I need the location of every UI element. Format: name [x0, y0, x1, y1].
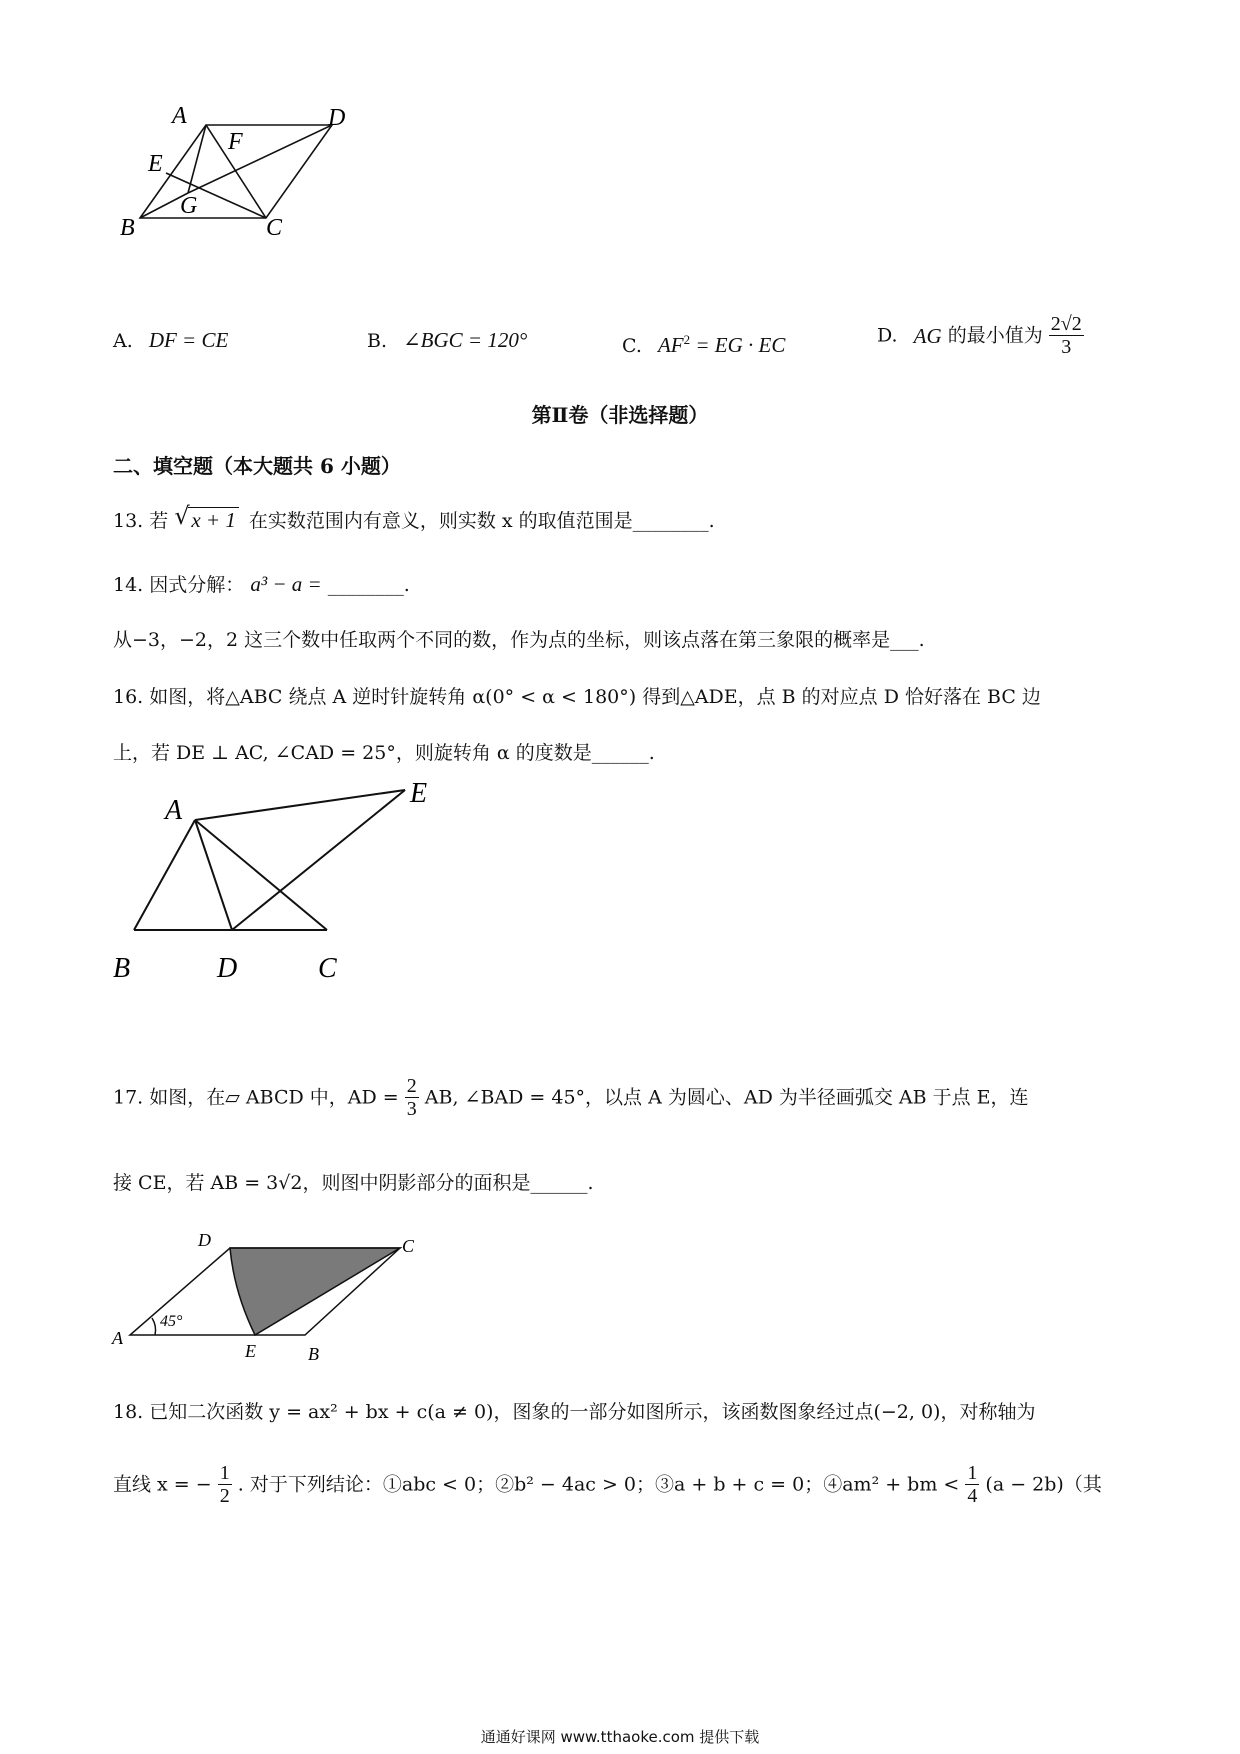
q13-radical: √ x + 1 [174, 507, 239, 534]
option-b [367, 327, 527, 354]
q14-pre: 因式分解： [149, 574, 245, 596]
option-d-frac-den: 3 [1061, 336, 1072, 358]
label-C: C [402, 1236, 415, 1256]
figure-q12-parallelogram [120, 105, 400, 265]
q17-line1-post: AB, ∠BAD = 45°，以点 A 为圆心、AD 为半径画弧交 AB 于点 E，连 [424, 1086, 1029, 1109]
option-b-text: ∠BGC = 120° [403, 328, 528, 352]
question-18-line-1: 18. 已知二次函数 y = ax² + bx + c(a ≠ 0)，图象的一部分如图所示，该函数图象经过点(−2, 0)，对称轴为 [113, 1401, 1036, 1423]
question-14 [113, 571, 410, 598]
q14-post: ________. [327, 574, 410, 596]
q17-fraction [405, 1075, 419, 1120]
label-D: D [198, 1230, 211, 1250]
option-c [622, 327, 785, 359]
q18-frac1-num: 1 [219, 1462, 230, 1484]
q13-radicand: x + 1 [188, 507, 239, 532]
figure-q16-rotated-triangle [105, 775, 455, 1005]
label-A: A [172, 105, 187, 129]
option-c-sup: 2 [683, 332, 691, 347]
label-D: D [217, 953, 238, 984]
q17-frac-num: 2 [406, 1075, 417, 1097]
label-F: F [228, 129, 243, 155]
label-C: C [318, 953, 337, 984]
label-E: E [148, 151, 163, 177]
label-E: E [245, 1341, 256, 1361]
part-2-heading: 二、填空题（本大题共 6 小题） [113, 454, 401, 478]
label-A: A [165, 795, 183, 826]
q18-frac2-num: 1 [967, 1462, 978, 1484]
figure-q17-shaded-parallelogram [110, 1230, 430, 1370]
label-B: B [308, 1344, 319, 1364]
question-16-line-1: 16. 如图，将△ABC 绕点 A 逆时针旋转角 α(0° < α < 180°) 得到△ADE，点 B 的对应点 D 恰好落在 BC 边 [113, 686, 1041, 708]
question-17-line-1 [113, 1075, 1029, 1120]
question-16-line-2: 上，若 DE ⊥ AC, ∠CAD = 25°，则旋转角 α 的度数是______. [113, 742, 655, 764]
question-18-line-2 [113, 1462, 1102, 1507]
q18-frac2-den: 4 [967, 1485, 978, 1507]
q13-number: 13. [113, 510, 144, 532]
q18-frac1-den: 2 [219, 1485, 230, 1507]
q17-line1-pre: 17. 如图，在▱ ABCD 中，AD = [113, 1086, 399, 1109]
label-D: D [328, 105, 346, 131]
option-d-math: AG [913, 323, 942, 348]
option-d-text: 的最小值为 [941, 324, 1043, 347]
label-G: G [180, 193, 198, 219]
option-d [877, 313, 1084, 358]
q13-post: 在实数范围内有意义，则实数 x 的取值范围是________. [248, 510, 715, 532]
option-d-fraction [1049, 313, 1084, 358]
option-d-key: D. [877, 324, 898, 347]
option-a-key: A. [113, 330, 133, 352]
q14-number: 14. [113, 574, 144, 596]
option-b-key: B. [367, 330, 388, 352]
q18-line2-mid: . 对于下列结论：①abc < 0；②b² − 4ac > 0；③a + b + c = 0；④am² + bm < [237, 1473, 960, 1496]
q18-fraction-2 [965, 1462, 979, 1507]
label-B: B [120, 215, 135, 241]
label-B: B [113, 953, 131, 984]
question-17-line-2: 接 CE，若 AB = 3√2，则图中阴影部分的面积是______. [113, 1172, 594, 1194]
section-2-title: 第Ⅱ卷（非选择题） [531, 403, 709, 427]
q18-line2-post: (a − 2b)（其 [985, 1473, 1102, 1496]
shaded-region [230, 1248, 400, 1335]
option-c-text-pre: AF [657, 333, 684, 357]
q14-math: a³ − a = [250, 572, 322, 596]
label-A: A [112, 1328, 123, 1348]
option-a [113, 327, 228, 354]
question-15: 从−3，−2，2 这三个数中任取两个不同的数，作为点的坐标，则该点落在第三象限的概率是___. [113, 629, 925, 651]
question-13 [113, 502, 715, 534]
q17-frac-den: 3 [406, 1098, 417, 1120]
option-c-text-post: = EG · EC [690, 333, 786, 357]
option-c-key: C. [622, 335, 642, 357]
label-E: E [410, 778, 428, 809]
q18-line2-pre: 直线 x = − [113, 1473, 212, 1496]
q13-pre: 若 [149, 510, 169, 532]
option-a-text: DF = CE [148, 328, 229, 352]
angle-label: 45° [160, 1313, 183, 1330]
q18-fraction-1 [218, 1462, 232, 1507]
label-C: C [266, 215, 283, 241]
option-d-frac-num: 2√2 [1050, 313, 1082, 335]
page-footer: 通通好课网 www.tthaoke.com 提供下载 [480, 1728, 760, 1746]
